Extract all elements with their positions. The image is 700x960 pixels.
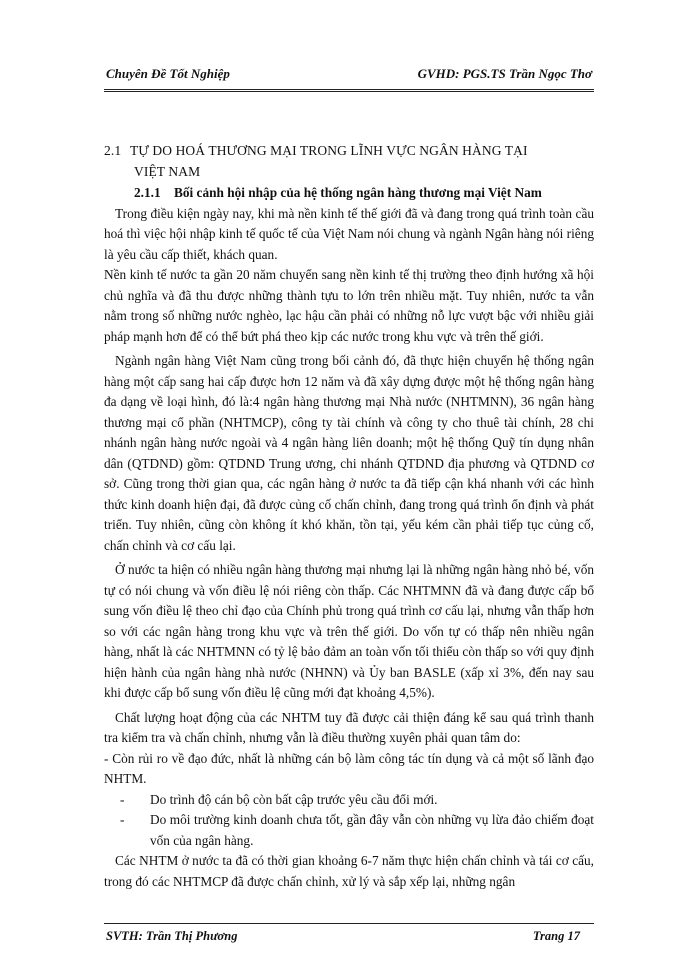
section-title-line2: VIỆT NAM — [134, 163, 201, 179]
paragraph: Các NHTM ở nước ta đã có thời gian khoảng 6-7 năm thực hiện chấn chỉnh và tái cơ cấu, trong đó các NHTMCP đã được chấn chỉnh, xử lý và sắp xếp lại, những ngân — [104, 853, 594, 889]
section-number: 2.1 — [104, 143, 122, 158]
bullet-dash: - — [120, 812, 125, 827]
paragraph: Trong điều kiện ngày nay, khi mà nền kinh tế thế giới đã và đang trong quá trình toàn cầu hoá thì việc hội nhập kinh tế quốc tế của Việt Nam nói chung và ngành Ngân hàng nói riêng là yêu cầu cấp thiết, khách quan. — [104, 205, 594, 262]
paragraph: Ở nước ta hiện có nhiều ngân hàng thương mại nhưng lại là những ngân hàng nhỏ bé, vốn tự có nói chung và vốn điều lệ nói riêng còn thấp. Các NHTMNN đã và đang được cấp bổ sung vốn điều lệ theo chỉ đạo của Chính phủ trong quá trình cơ cấu lại, nhưng vẫn thấp hơn so với các ngân hàng trong khu vực và trên thế giới. Do vốn tự có thấp nên nhiều ngân hàng, nhất là các NHTMNN có tỷ lệ bảo đảm an toàn vốn tối thiểu còn thấp so với quy định hiện hành của ngân hàng nhà nước (NHNN) và Ủy ban BASLE (xấp xỉ 3%, đến nay sau khi được cấp bổ sung vốn điều lệ cũng mới đạt khoảng 4,5%). — [104, 562, 594, 700]
paragraph: Chất lượng hoạt động của các NHTM tuy đã được cải thiện đáng kể sau quá trình thanh tra kiểm tra và chấn chỉnh, nhưng vẫn là điều thường xuyên phải quan tâm do: — [104, 709, 594, 745]
footer-rule — [104, 923, 594, 924]
document-body — [104, 141, 594, 892]
bullet-item — [104, 790, 594, 811]
bullet-dash: - — [120, 791, 125, 807]
section-heading — [104, 141, 594, 182]
bullet-item: - Còn rủi ro về đạo đức, nhất là những cán bộ làm công tác tín dụng và cả một số lãnh đạo NHTM. — [104, 750, 594, 786]
header-rule — [104, 89, 594, 92]
header-advisor: GVHD: PGS.TS Trần Ngọc Thơ — [417, 66, 592, 81]
page-header — [106, 66, 592, 86]
bullet-text: Do môi trường kinh doanh chưa tốt, gần đây vẫn còn những vụ lừa đảo chiếm đoạt vốn của ngân hàng. — [150, 812, 594, 848]
page-footer — [106, 929, 592, 949]
header-title: Chuyên Đề Tốt Nghiệp — [106, 66, 230, 81]
bullet-item — [104, 810, 594, 851]
bullet-text: Do trình độ cán bộ còn bất cập trước yêu cầu đổi mới. — [150, 791, 438, 807]
page-number: Trang 17 — [532, 929, 580, 943]
paragraph: Ngành ngân hàng Việt Nam cũng trong bối cảnh đó, đã thực hiện chuyển hệ thống ngân hàng một cấp sang hai cấp được hơn 12 năm và đã xây dựng được một hệ thống ngân hàng đa dạng về loại hình, đó là:4 ngân hàng thương mại Nhà nước (NHTMNN), 36 ngân hàng thương mại cổ phần (NHTMCP), công ty tài chính và công ty cho thuê tài chính, 28 chi nhánh ngân hàng nước ngoài và 4 ngân hàng liên doanh; một hệ thống Quỹ tín dụng nhân dân (QTDND) gồm: QTDND Trung ương, chi nhánh QTDND địa phương và QTDND cơ sở. Cũng trong thời gian qua, các ngân hàng ở nước ta đã tiếp cận khá nhanh với các hình thức kinh doanh hiện đại, đã được củng cố chấn chỉnh, đang trong quá trình ổn định và phát triển. Tuy nhiên, cũng còn không ít khó khăn, tồn tại, yếu kém cần phải tiếp tục củng cố, chấn chỉnh và cơ cấu lại. — [104, 353, 594, 553]
paragraph: Nền kinh tế nước ta gần 20 năm chuyển sang nền kinh tế thị trường theo định hướng xã hội chủ nghĩa và đã thu được những thành tựu to lớn trên nhiều mặt. Tuy nhiên, nước ta vẫn nằm trong số những nước nghèo, lạc hậu cần phải có những nỗ lực vượt bậc với nhiều giải pháp mạnh hơn để có thể bứt phá theo kịp các nước trong khu vực và trên thế giới. — [104, 267, 594, 344]
footer-author: SVTH: Trần Thị Phương — [106, 929, 238, 943]
subsection-title: Bối cảnh hội nhập của hệ thống ngân hàng thương mại Việt Nam — [174, 185, 542, 200]
subsection-number: 2.1.1 — [134, 185, 161, 200]
subsection-heading — [104, 183, 594, 204]
section-title-line1: TỰ DO HOÁ THƯƠNG MẠI TRONG LĨNH VỰC NGÂN HÀNG TẠI — [130, 143, 528, 158]
